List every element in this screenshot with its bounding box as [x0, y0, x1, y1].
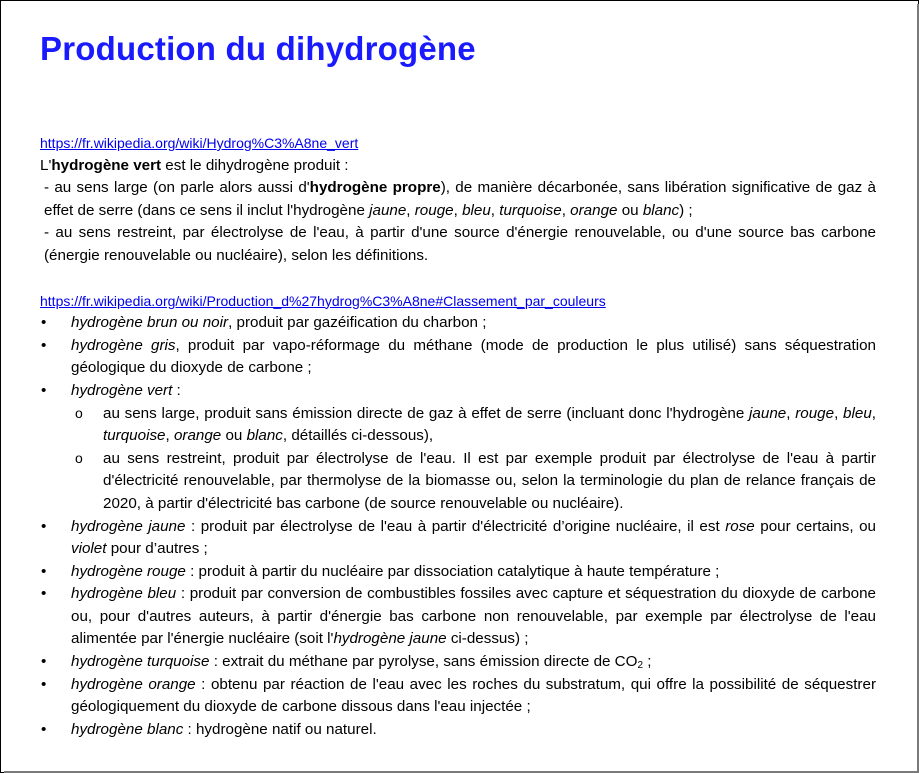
list-item-text: pour d’autres ;: [106, 540, 208, 558]
list-item-term: hydrogène brun ou noir: [71, 314, 229, 332]
list-item-term: hydrogène gris: [71, 336, 176, 354]
color-jaune: jaune: [749, 404, 787, 422]
color-bleu: bleu: [462, 201, 491, 219]
sep: ) ;: [679, 201, 693, 219]
list-item-text: : produit par électrolyse de l'eau à partir d'électricité d’origine nucléaire, il est: [185, 517, 726, 535]
list-item-text: : hydrogène natif ou naturel.: [183, 720, 377, 738]
list-item: [40, 674, 876, 719]
color-blanc: blanc: [642, 201, 680, 219]
sub-list-item: [71, 403, 876, 448]
list-item: [40, 719, 876, 742]
sep: ,: [453, 201, 463, 219]
list-item-text: : produit par conversion de combustibles fossiles avec capture et séquestration du dioxyde de carbone ou, pour d'autres auteurs, à partir d'énergie bas carbone non renouvelable, par exemple par électrolyse de l'eau alimentée par l'énergie nucléaire (soit l': [71, 585, 877, 648]
sep: ,: [786, 404, 796, 422]
color-rouge: rouge: [414, 201, 454, 219]
spacer: [40, 268, 876, 290]
color-turquoise: turquoise: [499, 201, 562, 219]
list-item: [40, 583, 876, 651]
subscript: 2: [637, 660, 644, 672]
list-item-text: : produit à partir du nucléaire par dissociation catalytique à haute température ;: [185, 562, 720, 580]
color-orange: orange: [173, 427, 222, 445]
sep: ou: [221, 427, 247, 445]
sense-broad-term: hydrogène propre: [309, 179, 441, 197]
sep: ,: [561, 201, 571, 219]
list-item: [40, 380, 876, 516]
intro-prefix: L': [40, 156, 52, 174]
list-item-term: hydrogène jaune: [71, 517, 186, 535]
link-classement-couleurs[interactable]: https://fr.wikipedia.org/wiki/Production_d%27hydrog%C3%A8ne#Classement_par_couleurs: [40, 292, 606, 309]
sense-strict-paragraph: - au sens restreint, par électrolyse de l'eau, à partir d'une source d'énergie renouvelable, ou d'une source bas carbone (énergie renouvelable ou nucléaire), selon les définitions.: [44, 224, 876, 264]
list-item: [40, 312, 876, 335]
color-violet: violet: [71, 540, 107, 558]
sub-list-item: [71, 448, 876, 516]
color-blanc: blanc: [246, 427, 283, 445]
intro-term: hydrogène vert: [51, 156, 162, 174]
color-bleu: bleu: [843, 404, 872, 422]
color-rouge: rouge: [795, 404, 835, 422]
color-turquoise: turquoise: [103, 427, 166, 445]
list-item-text: ;: [643, 653, 652, 671]
intro-paragraph: [40, 155, 876, 178]
color-list: [40, 312, 876, 741]
list-item: [40, 651, 876, 674]
list-item-term: hydrogène bleu: [71, 585, 177, 603]
list-item: [40, 335, 876, 380]
list-item-text: ci-dessus) ;: [446, 630, 529, 648]
list-item-term: hydrogène blanc: [71, 720, 184, 738]
list-item-text: , produit par vapo-réformage du méthane (mode de production le plus utilisé) sans séquestration géologique du dioxyde de carbone ;: [71, 336, 876, 377]
sep: ,: [490, 201, 500, 219]
list-item-text: pour certains, ou: [754, 517, 876, 535]
list-item: [40, 561, 876, 584]
sub-item-text: au sens restreint, produit par électrolyse de l'eau. Il est par exemple produit par électrolyse de l'eau à partir d'électricité renouvelable, par thermolyse de la biomasse ou, selon la terminologie du plan de relance français de 2020, à partir d'électricité bas carbone (de source renouvelable ou nucléaire).: [103, 449, 876, 512]
sep: ou: [617, 201, 643, 219]
list-item-text: : extrait du méthane par pyrolyse, sans émission directe de CO: [209, 653, 638, 671]
page-title: Production du dihydrogène: [40, 30, 476, 67]
sep: ,: [165, 427, 174, 445]
list-item-term: hydrogène rouge: [71, 562, 186, 580]
intro-rest: est le dihydrogène produit :: [161, 156, 349, 174]
sep: ,: [871, 404, 876, 422]
list-item-ref: hydrogène jaune: [333, 630, 447, 648]
list-item-term: hydrogène turquoise: [71, 653, 210, 671]
sense-broad-c: ), de manière décarbonée, sans libération significative de gaz à effet de serre (dans ce sens il inclut l'hydrogène: [44, 179, 876, 219]
list-item-term: hydrogène vert: [71, 381, 173, 399]
sense-broad-a: - au sens large (on parle alors aussi d': [44, 179, 310, 197]
document-body: [40, 132, 876, 741]
color-rose: rose: [725, 517, 755, 535]
color-jaune: jaune: [369, 201, 407, 219]
sub-list: [71, 403, 876, 516]
list-item-text: :: [172, 381, 181, 399]
list-item: [40, 516, 876, 561]
sub-item-end: , détaillés ci-dessous),: [282, 427, 434, 445]
list-item-text: , produit par gazéification du charbon ;: [228, 314, 487, 332]
link-hydrogene-vert[interactable]: https://fr.wikipedia.org/wiki/Hydrog%C3%A8ne_vert: [40, 135, 359, 151]
list-item-term: hydrogène orange: [71, 675, 196, 693]
sep: ,: [834, 404, 844, 422]
sense-broad-paragraph: [40, 177, 876, 222]
sep: ,: [406, 201, 415, 219]
color-orange: orange: [570, 201, 618, 219]
sub-item-text: au sens large, produit sans émission directe de gaz à effet de serre (incluant donc l'hydrogène: [103, 404, 750, 422]
list-item-text: : obtenu par réaction de l'eau avec les roches du substratum, qui offre la possibilité de séquestrer géologiquement du dioxyde de carbone dissous dans l'eau injectée ;: [71, 675, 876, 716]
